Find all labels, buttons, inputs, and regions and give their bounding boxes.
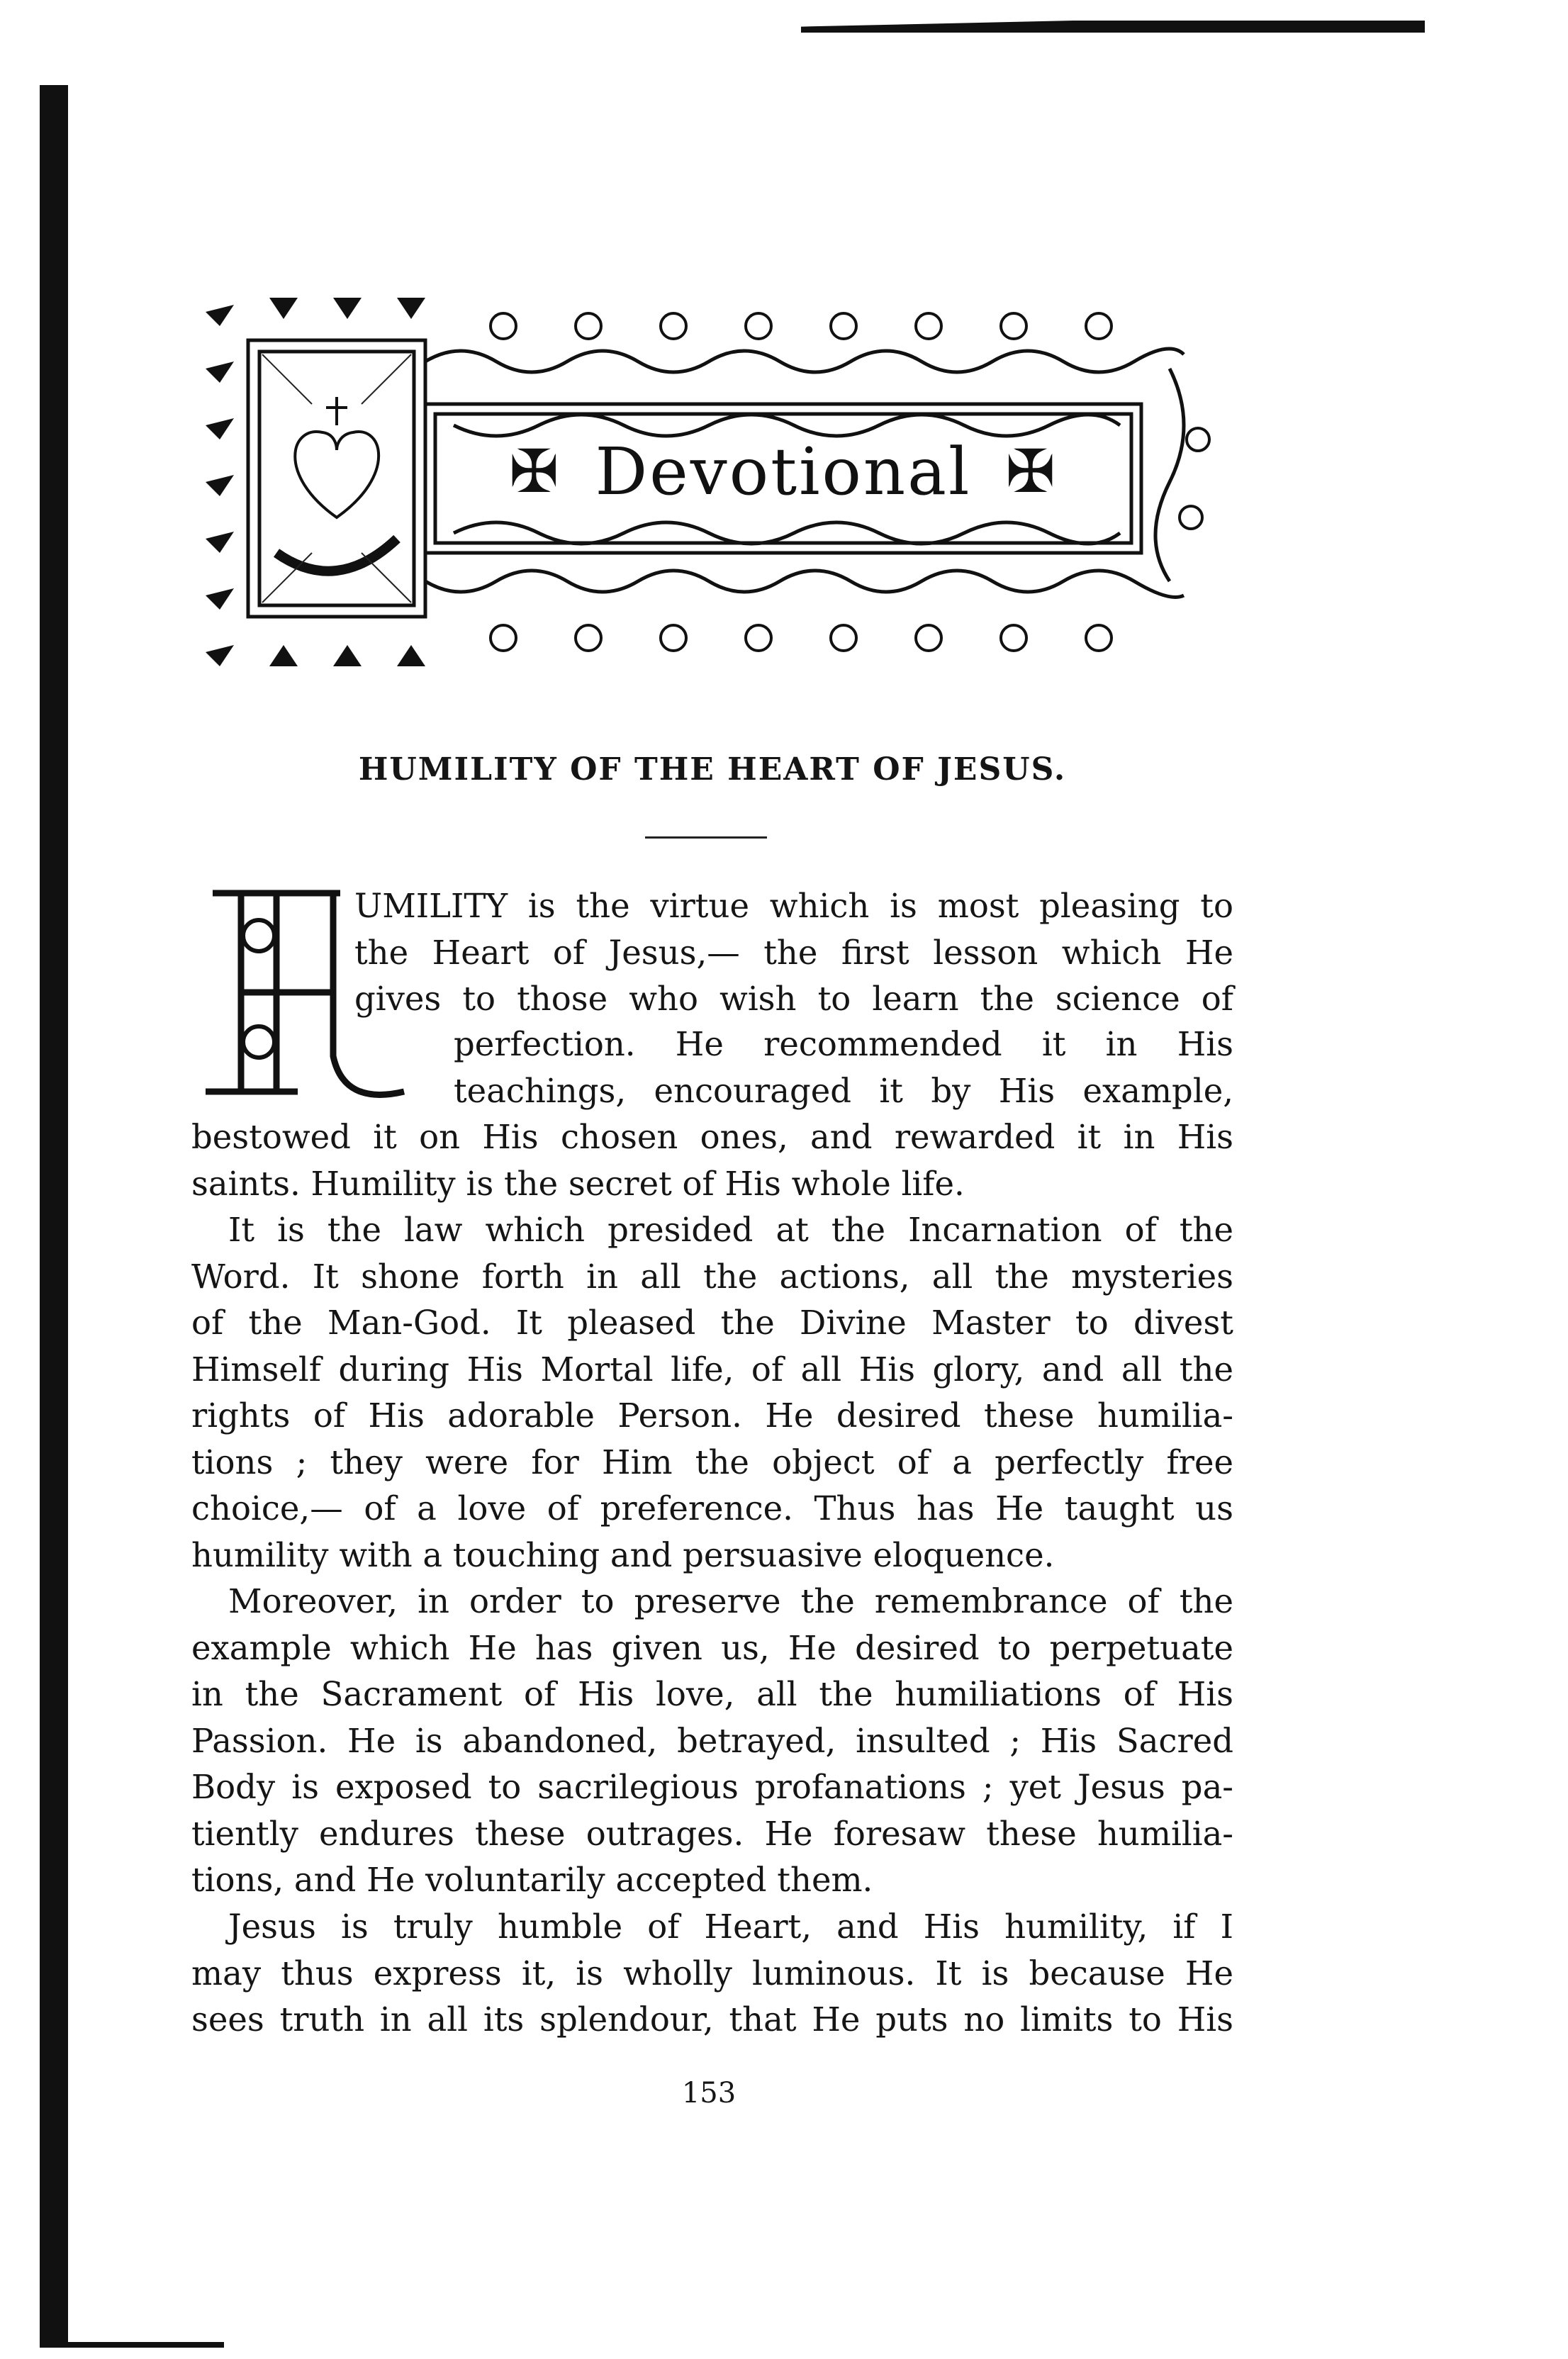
text-line: Jesus is truly humble of Heart, and His humility, if I	[228, 1907, 1233, 1946]
text-line: saints. Humility is the secret of His whole life.	[191, 1164, 965, 1203]
scan-top-rule	[801, 13, 1425, 33]
paragraph-2	[191, 1207, 1233, 1579]
heading-rule	[645, 836, 767, 839]
binding-edge-foot	[40, 2342, 224, 2348]
cross-left-icon: ✠	[509, 437, 561, 506]
paragraph-4	[191, 1904, 1233, 2044]
cross-right-icon: ✠	[1005, 437, 1058, 506]
section-title-text: Devotional	[595, 433, 972, 510]
text-line: Moreover, in order to preserve the remembrance of the	[228, 1582, 1233, 1620]
text-line: bestowed it on His chosen ones, and rewarded it in His	[191, 1118, 1233, 1156]
text-line: Word. It shone forth in all the actions, all the mysteries	[191, 1257, 1233, 1296]
paragraph-1-rest	[191, 1114, 1233, 1207]
text-line: It is the law which presided at the Incarnation of the	[228, 1211, 1233, 1249]
text-line: choice,— of a love of preference. Thus has He taught us	[191, 1489, 1233, 1528]
text-line: tiently endures these outrages. He foresaw these humilia-	[191, 1814, 1233, 1853]
section-title	[436, 411, 1131, 532]
text-line: Passion. He is abandoned, betrayed, insulted ; His Sacred	[191, 1721, 1233, 1760]
text-line: in the Sacrament of His love, all the humiliations of His	[191, 1675, 1233, 1713]
paragraph-3	[191, 1579, 1233, 1904]
text-line: humility with a touching and persuasive eloquence.	[191, 1535, 1055, 1574]
opening-lines	[354, 883, 1233, 1023]
text-line: of the Man-God. It pleased the Divine Master to divest	[191, 1304, 1233, 1342]
page-number: 153	[681, 2077, 737, 2109]
text-line: gives to those who wish to learn the science of	[354, 980, 1233, 1018]
text-line: example which He has given us, He desired to perpetuate	[191, 1628, 1233, 1667]
text-line: UMILITY is the virtue which is most pleasing to	[354, 887, 1233, 925]
text-line: teachings, encouraged it by His example,	[454, 1071, 1233, 1110]
text-line: tions ; they were for Him the object of a perfectly free	[191, 1442, 1233, 1481]
article-heading: HUMILITY OF THE HEART OF JESUS.	[358, 751, 1067, 788]
binding-edge	[40, 85, 68, 2346]
text-line: tions, and He voluntarily accepted them.	[191, 1861, 873, 1899]
text-line: Body is exposed to sacrilegious profanations ; yet Jesus pa-	[191, 1768, 1233, 1806]
text-line: perfection. He recommended it in His	[454, 1025, 1233, 1063]
indented-lines	[454, 1021, 1233, 1114]
text-line: rights of His adorable Person. He desired these humilia-	[191, 1396, 1233, 1435]
text-line: the Heart of Jesus,— the first lesson which He	[354, 933, 1233, 972]
text-line: Himself during His Mortal life, of all His glory, and all the	[191, 1350, 1233, 1389]
text-line: sees truth in all its splendour, that He puts no limits to His	[191, 2000, 1233, 2039]
text-line: may thus express it, is wholly luminous. It is because He	[191, 1954, 1233, 1993]
